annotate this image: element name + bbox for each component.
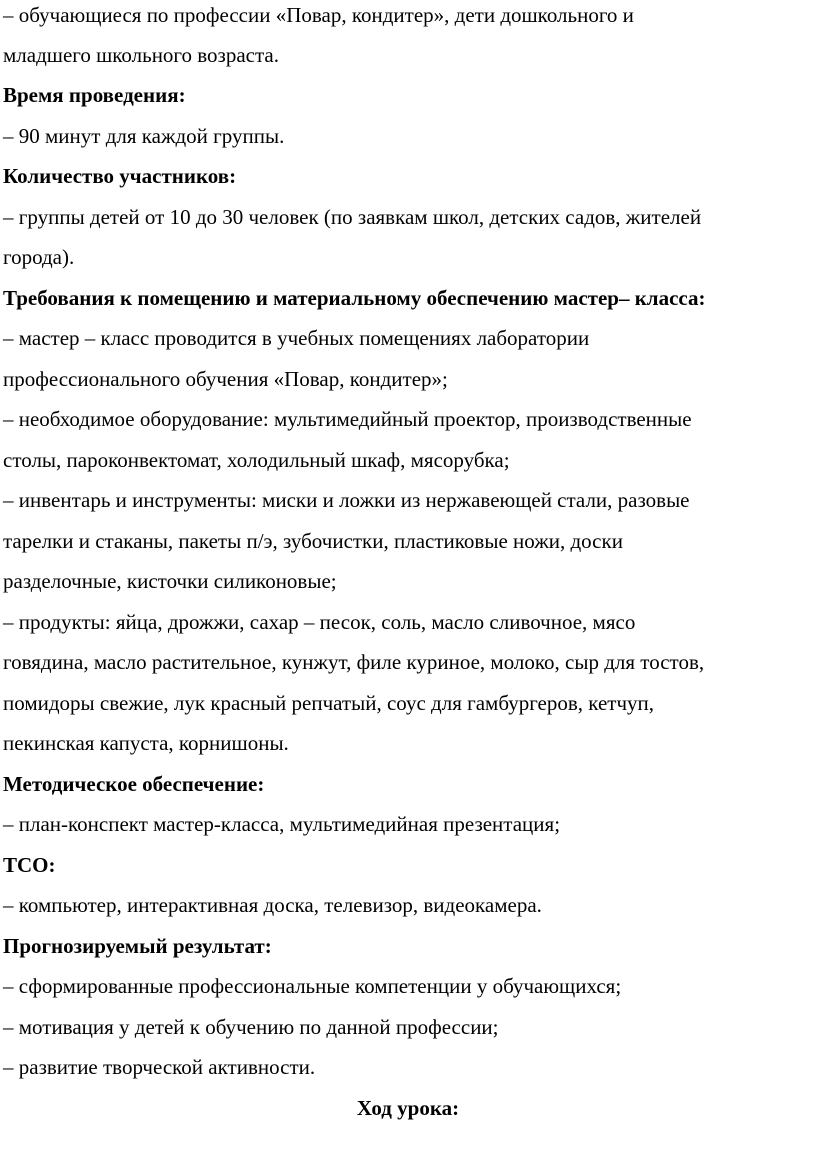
text-line: – необходимое оборудование: мультимедийный проектор, производственные bbox=[3, 407, 692, 431]
text-line: разделочные, кисточки силиконовые; bbox=[3, 569, 337, 593]
section-heading-requirements: Требования к помещению и материальному обеспечению мастер– класса: bbox=[3, 286, 706, 310]
text-line: – мастер – класс проводится в учебных помещениях лаборатории bbox=[3, 326, 590, 350]
text-line: – развитие творческой активности. bbox=[3, 1055, 316, 1079]
text-line: – сформированные профессиональные компетенции у обучающихся; bbox=[3, 974, 622, 998]
text-line: – компьютер, интерактивная доска, телевизор, видеокамера. bbox=[3, 893, 542, 917]
text-line: профессионального обучения «Повар, кондитер»; bbox=[3, 367, 448, 391]
section-heading-participants: Количество участников: bbox=[3, 164, 237, 188]
section-heading-lesson-flow: Ход урока: bbox=[356, 1096, 460, 1120]
section-heading-duration: Время проведения: bbox=[3, 83, 186, 107]
text-line: – группы детей от 10 до 30 человек (по заявкам школ, детских садов, жителей bbox=[3, 205, 702, 229]
text-line: говядина, масло растительное, кунжут, филе куриное, молоко, сыр для тостов, bbox=[3, 650, 705, 674]
text-line: – продукты: яйца, дрожжи, сахар – песок, соль, масло сливочное, мясо bbox=[3, 610, 636, 634]
section-heading-methodology: Методическое обеспечение: bbox=[3, 772, 265, 796]
text-line: столы, пароконвектомат, холодильный шкаф, мясорубка; bbox=[3, 448, 510, 472]
text-line: – план-конспект мастер-класса, мультимедийная презентация; bbox=[3, 812, 561, 836]
text-line: – мотивация у детей к обучению по данной профессии; bbox=[3, 1015, 499, 1039]
text-line: – обучающиеся по профессии «Повар, кондитер», дети дошкольного и bbox=[3, 3, 634, 27]
text-line: пекинская капуста, корнишоны. bbox=[3, 731, 289, 755]
text-line: тарелки и стаканы, пакеты п/э, зубочистки, пластиковые ножи, доски bbox=[3, 529, 623, 553]
text-line: города). bbox=[3, 245, 75, 269]
text-line: – 90 минут для каждой группы. bbox=[3, 124, 285, 148]
section-heading-tso: ТСО: bbox=[3, 853, 56, 877]
text-line: младшего школьного возраста. bbox=[3, 43, 279, 67]
text-line: – инвентарь и инструменты: миски и ложки из нержавеющей стали, разовые bbox=[3, 488, 690, 512]
section-heading-expected-result: Прогнозируемый результат: bbox=[3, 934, 272, 958]
text-line: помидоры свежие, лук красный репчатый, соус для гамбургеров, кетчуп, bbox=[3, 691, 655, 715]
